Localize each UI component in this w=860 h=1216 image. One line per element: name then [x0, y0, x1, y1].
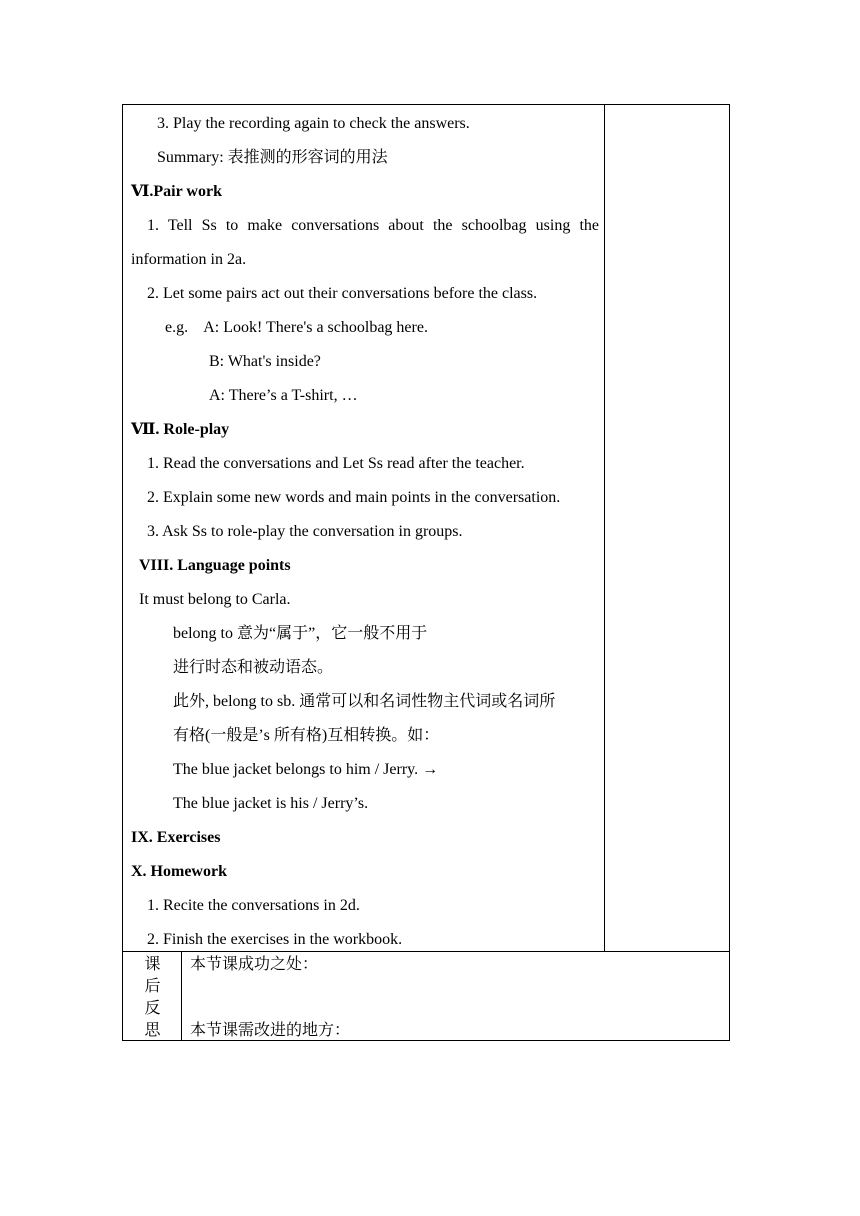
step-line: 2. Explain some new words and main points in the conversation.: [147, 489, 561, 506]
reflection-body: [182, 952, 729, 1040]
explanation-line: 此外, belong to sb. 通常可以和名词性物主代词或名词所: [173, 693, 556, 710]
reflection-label-char: 思: [144, 1022, 161, 1039]
section-heading-pair-work: Ⅵ.Pair work: [131, 183, 222, 200]
summary-line: Summary: 表推测的形容词的用法: [157, 149, 388, 166]
example-sentence: The blue jacket is his / Jerry’s.: [173, 795, 369, 812]
reflection-label: [123, 952, 182, 1040]
section-heading-language-points: VIII. Language points: [139, 557, 291, 574]
improve-label: 本节课需改进的地方：: [190, 1022, 351, 1039]
step-line: 1. Tell Ss to make conversations about the schoolbag using the: [147, 217, 599, 234]
step-line: 1. Read the conversations and Let Ss read after the teacher.: [147, 455, 525, 472]
step-line: 2. Let some pairs act out their conversations before the class.: [147, 285, 538, 302]
example-sentence: It must belong to Carla.: [139, 591, 291, 608]
step-line: 3. Ask Ss to role-play the conversation in groups.: [147, 523, 463, 540]
step-line-continued: information in 2a.: [131, 251, 247, 268]
explanation-line: 有格(一般是’s 所有格)互相转换。如：: [173, 727, 440, 744]
step-line: 3. Play the recording again to check the answers.: [157, 115, 470, 132]
reflection-label-char: 后: [144, 978, 161, 995]
homework-item: 1. Recite the conversations in 2d.: [147, 897, 360, 914]
example-line: B: What's inside?: [209, 353, 321, 370]
section-heading-homework: X. Homework: [131, 863, 227, 880]
notes-cell: [605, 105, 730, 951]
lesson-content-cell: [123, 105, 605, 951]
explanation-line: belong to 意为“属于”，它一般不用于: [173, 625, 428, 642]
explanation-line: 进行时态和被动语态。: [173, 659, 334, 676]
example-line: e.g. A: Look! There's a schoolbag here.: [165, 319, 428, 336]
example-sentence: The blue jacket belongs to him / Jerry. →: [173, 761, 439, 778]
reflection-label-char: 课: [144, 956, 161, 973]
section-heading-role-play: Ⅶ. Role-play: [131, 421, 230, 438]
homework-item: 2. Finish the exercises in the workbook.: [147, 931, 403, 948]
success-label: 本节课成功之处：: [190, 956, 319, 973]
lesson-plan-table: [122, 104, 730, 1041]
reflection-row: [123, 951, 729, 1040]
section-heading-exercises: IX. Exercises: [131, 829, 221, 846]
reflection-label-char: 反: [144, 1000, 161, 1017]
example-line: A: There’s a T-shirt, …: [209, 387, 358, 404]
